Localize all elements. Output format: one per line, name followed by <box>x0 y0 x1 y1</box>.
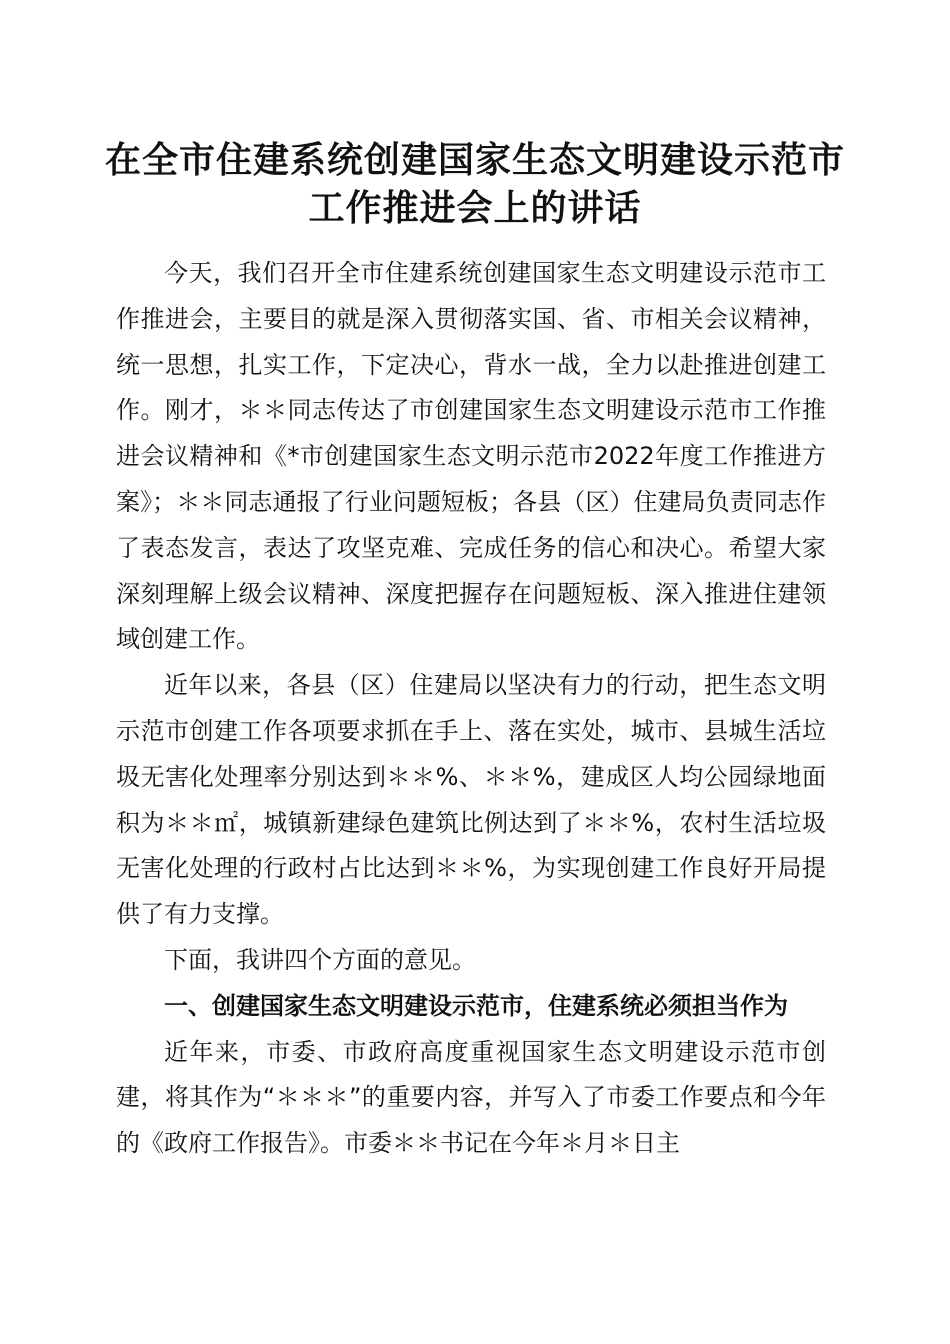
body-paragraph-1: 今天，我们召开全市住建系统创建国家生态文明建设示范市工作推进会，主要目的就是深入贯彻落实国、省、市相关会议精神，统一思想，扎实工作，下定决心，背水一战，全力以赴推进创建工作。刚才，＊＊同志传达了市创建国家生态文明建设示范市工作推进会议精神和《*市创建国家生态文明示范市2022年度工作推进方案》；＊＊同志通报了行业问题短板；各县（区）住建局负责同志作了表态发言，表达了攻坚克难、完成任务的信心和决心。希望大家深刻理解上级会议精神、深度把握存在问题短板、深入推进住建领域创建工作。 <box>116 259 826 654</box>
document-title-line-1: 在全市住建系统创建国家生态文明建设示范市 <box>104 139 845 181</box>
document-body <box>116 251 826 1167</box>
section-1-paragraph: 近年来，市委、市政府高度重视国家生态文明建设示范市创建，将其作为“＊＊＊”的重要内容，并写入了市委工作要点和今年的《政府工作报告》。市委＊＊书记在今年＊月＊日主 <box>116 1037 826 1158</box>
body-paragraph-2: 近年以来，各县（区）住建局以坚决有力的行动，把生态文明示范市创建工作各项要求抓在手上、落在实处，城市、县城生活垃圾无害化处理率分别达到＊＊%、＊＊%，建成区人均公园绿地面积为＊＊㎡，城镇新建绿色建筑比例达到了＊＊%，农村生活垃圾无害化处理的行政村占比达到＊＊%，为实现创建工作良好开局提供了有力支撑。 <box>116 671 826 929</box>
document-title-line-2: 工作推进会上的讲话 <box>308 187 642 229</box>
body-paragraph-3: 下面，我讲四个方面的意见。 <box>164 945 476 974</box>
section-heading-1: 一、创建国家生态文明建设示范市，住建系统必须担当作为 <box>164 991 788 1020</box>
